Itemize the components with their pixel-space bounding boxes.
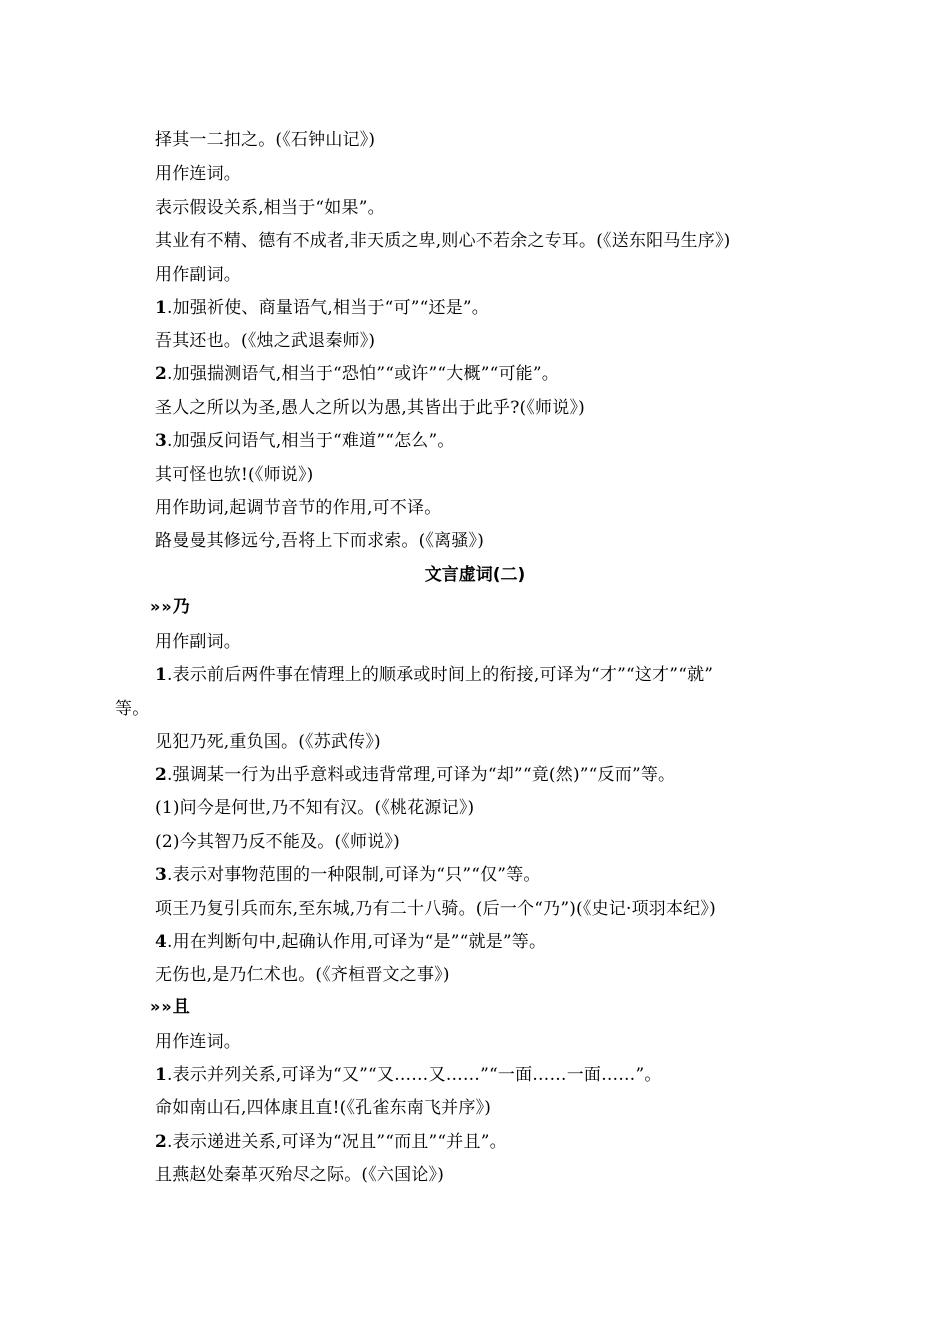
section-heading: 文言虚词(二): [424, 565, 526, 585]
line-adv2-example: 圣人之所以为圣,愚人之所以为愚,其皆出于此乎?(《师说》): [155, 398, 585, 418]
chevron-right-icon: »: [150, 997, 159, 1016]
line-adv1: [155, 297, 489, 319]
item-text: .用在判断句中,起确认作用,可译为“是”“就是”等。: [167, 932, 547, 952]
item-text: .加强反问语气,相当于“难道”“怎么”。: [167, 431, 455, 451]
chevron-right-icon: »: [161, 597, 170, 616]
line-nai-p1-cont: 等。: [115, 699, 150, 719]
line-usage-adv: 用作副词。: [155, 265, 241, 285]
item-number: 3: [155, 865, 168, 885]
line-nai-p2-ex1: (1)问今是何世,乃不知有汉。(《桃花源记》): [155, 798, 475, 818]
item-number: 4: [155, 932, 168, 952]
line-qie-p2: [155, 1131, 507, 1153]
line-nai-p1-example: 见犯乃死,重负国。(《苏武传》): [155, 732, 381, 752]
line-nai-p2-ex2: (2)今其智乃反不能及。(《师说》): [155, 832, 400, 852]
line-adv3: [155, 430, 455, 452]
item-text: .表示前后两件事在情理上的顺承或时间上的衔接,可译为“才”“这才”“就”: [167, 665, 714, 685]
chevron-right-icon: »: [161, 997, 170, 1016]
line-adv1-example: 吾其还也。(《烛之武退秦师》): [155, 331, 376, 351]
item-text: .加强祈使、商量语气,相当于“可”“还是”。: [167, 298, 490, 318]
word-header-qie: [150, 996, 190, 1018]
line-adv3-example: 其可怪也欤!(《师说》): [155, 465, 314, 485]
line-adv2: [155, 363, 559, 385]
item-number: 2: [155, 1132, 168, 1152]
line-shizhong-example: 择其一二扣之。(《石钟山记》): [155, 130, 376, 150]
line-qie-usage: 用作连词。: [155, 1032, 241, 1052]
line-qie-p2-example: 且燕赵处秦革灭殆尽之际。(《六国论》): [155, 1165, 445, 1185]
line-conj-example: 其业有不精、德有不成者,非天质之卑,则心不若余之专耳。(《送东阳马生序》): [155, 231, 731, 251]
line-nai-usage: 用作副词。: [155, 632, 241, 652]
line-usage-conj: 用作连词。: [155, 164, 241, 184]
chevron-right-icon: »: [150, 597, 159, 616]
word-title: 乃: [172, 597, 190, 617]
item-text: .表示并列关系,可译为“又”“又……又……”“一面……一面……”。: [167, 1065, 662, 1085]
line-qie-p1: [155, 1064, 662, 1086]
line-qie-p1-example: 命如南山石,四体康且直!(《孔雀东南飞并序》): [155, 1098, 492, 1118]
line-conj-def: 表示假设关系,相当于“如果”。: [155, 198, 385, 218]
line-aux-example: 路曼曼其修远兮,吾将上下而求索。(《离骚》): [155, 531, 485, 551]
line-nai-p3: [155, 864, 541, 886]
line-nai-p2: [155, 764, 675, 786]
item-number: 1: [155, 665, 168, 685]
item-number: 2: [155, 364, 168, 384]
line-usage-aux: 用作助词,起调节音节的作用,可不译。: [155, 498, 442, 518]
item-number: 1: [155, 1065, 168, 1085]
line-nai-p3-example: 项王乃复引兵而东,至东城,乃有二十八骑。(后一个“乃”)(《史记·项羽本纪》): [155, 899, 716, 919]
item-number: 1: [155, 298, 168, 318]
item-text: .加强揣测语气,相当于“恐怕”“或许”“大概”“可能”。: [167, 364, 559, 384]
item-number: 2: [155, 765, 168, 785]
line-nai-p4: [155, 931, 546, 953]
line-nai-p4-example: 无伤也,是乃仁术也。(《齐桓晋文之事》): [155, 965, 450, 985]
item-number: 3: [155, 431, 168, 451]
item-text: .强调某一行为出乎意料或违背常理,可译为“却”“竟(然)”“反而”等。: [167, 765, 676, 785]
word-header-nai: [150, 596, 190, 618]
item-text: .表示递进关系,可译为“况且”“而且”“并且”。: [167, 1132, 507, 1152]
word-title: 且: [172, 997, 190, 1017]
line-nai-p1: [155, 664, 713, 686]
item-text: .表示对事物范围的一种限制,可译为“只”“仅”等。: [167, 865, 541, 885]
